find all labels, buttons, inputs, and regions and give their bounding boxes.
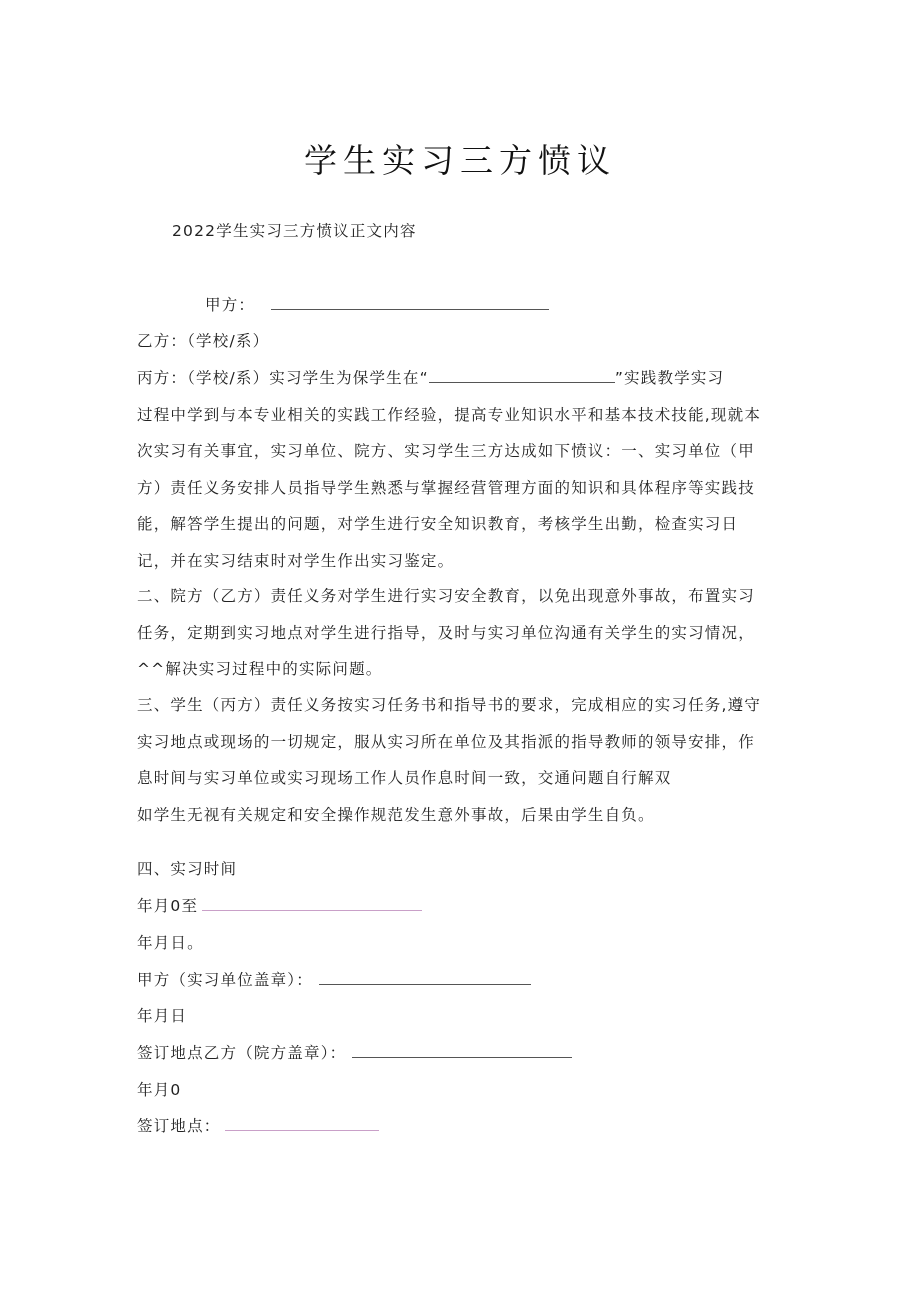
section-3-row: 三、学生（丙方）责任义务按实习任务书和指导书的要求，完成相应的实习任务,遵守 (137, 696, 762, 714)
party-c-row: 次实习有关事宜，实习单位、院方、实习学生三方达成如下愤议：一、实习单位（甲 (137, 442, 755, 461)
document-subtitle: 2022学生实习三方愤议正文内容 (172, 222, 417, 240)
section-3-row: 实习地点或现场的一切规定，服从实习所在单位及其指派的指导教师的领导安排，作 (137, 732, 755, 751)
party-c-paragraph (137, 360, 777, 580)
section-2-row: 二、院方（乙方）责任义务对学生进行实习安全教育，以免出现意外事故，布置实习 (137, 587, 755, 605)
section-2-row: ^^解决实习过程中的实际问题。 (137, 660, 383, 679)
party-c-row: 能，解答学生提出的问题，对学生进行安全知识教育，考核学生出勤，检查实习日 (137, 515, 739, 534)
party-a-label: 甲方： (205, 296, 256, 314)
party-c-row: 过程中学到与本专业相关的实践工作经验，提高专业知识水平和基本技术技能,现就本 (137, 405, 762, 424)
party-c-row-1: 丙方：（学校/系）实习学生为保学生在“ ”实践教学实习 (137, 369, 725, 387)
date-2-line: 年月0 (137, 1081, 182, 1099)
signing-place-blank (225, 1116, 379, 1131)
time-to-line: 年月日。 (137, 934, 204, 952)
party-c-row: 方）责任义务安排人员指导学生熟悉与掌握经营管理方面的知识和具体程序等实践技 (137, 478, 755, 497)
section-4-title: 四、实习时间 (137, 860, 238, 878)
section-2-row: 任务，定期到实习地点对学生进行指导，及时与实习单位沟通有关学生的实习情况， (137, 623, 755, 642)
time-from-blank (202, 896, 422, 911)
party-b-seal-blank (352, 1043, 572, 1058)
signing-place-line: 签订地点： (137, 1114, 379, 1136)
date-1-line: 年月日 (137, 1007, 188, 1025)
party-a-blank (271, 295, 549, 310)
section-2-paragraph (137, 578, 777, 688)
section-3-paragraph (137, 687, 777, 833)
party-b-line: 乙方：（学校/系） (137, 332, 270, 350)
time-from-line: 年月0至 (137, 894, 422, 916)
practice-name-blank (429, 368, 615, 383)
document-title: 学生实习三方愤议 (304, 141, 616, 180)
party-a-seal-line: 甲方（实习单位盖章）： (137, 968, 531, 990)
party-a-line (205, 293, 549, 315)
place-b-seal-line: 签订地点乙方（院方盖章）： (137, 1041, 572, 1063)
section-3-row: 如学生无视有关规定和安全操作规范发生意外事故，后果由学生自负。 (137, 805, 655, 824)
party-c-row: 记，并在实习结束时对学生作出实习鉴定。 (137, 551, 455, 570)
party-a-seal-blank (319, 970, 531, 985)
section-3-row: 息时间与实习单位或实习现场工作人员作息时间一致，交通问题自行解双 (137, 769, 672, 788)
